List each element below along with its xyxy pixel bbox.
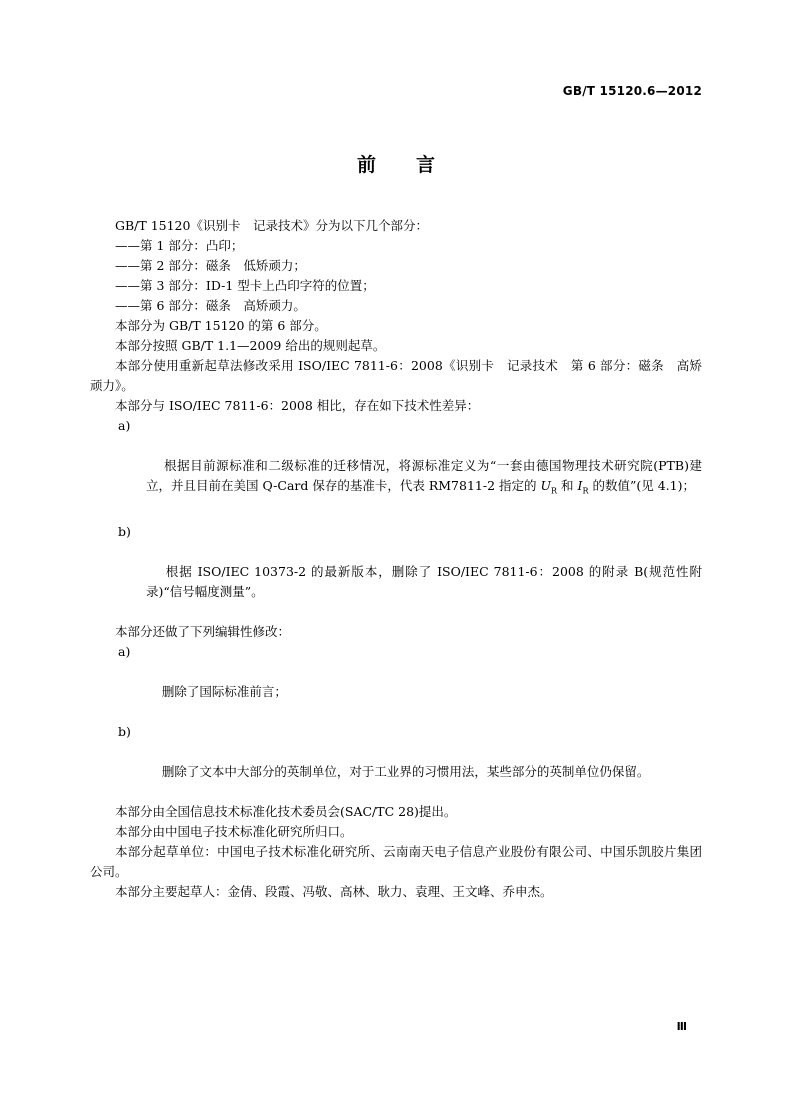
part-list-item-6: ——第 6 部分：磁条 高矫顽力。 [115, 298, 306, 313]
ur-subscript: R [551, 486, 558, 496]
item-text-and: 和 [557, 478, 578, 493]
part-statement: 本部分为 GB/T 15120 的第 6 部分。 [115, 318, 327, 333]
standard-number-header: GB/T 15120.6—2012 [562, 84, 702, 98]
part-list-item-1: ——第 1 部分：凸印； [115, 238, 244, 253]
document-body [90, 216, 702, 902]
item-text: 删除了国际标准前言； [161, 683, 287, 699]
item-label: b) [118, 523, 131, 539]
main-drafters: 本部分主要起草人：金倩、段霞、冯敬、高林、耿力、袁理、王文峰、乔申杰。 [115, 883, 553, 899]
proposer-statement: 本部分由全国信息技术标准化技术委员会(SAC/TC 28)提出。 [115, 803, 457, 819]
editorial-changes-intro: 本部分还做了下列编辑性修改： [115, 623, 291, 639]
item-text: 根据 ISO/IEC 10373-2 的最新版本，删除了 ISO/IEC 7811-6：2008 的附录 B(规范性附录)“信号幅度测量”。 [146, 563, 702, 599]
part-list-item-2: ——第 2 部分：磁条 低矫顽力； [115, 258, 306, 273]
technical-differences-intro: 本部分与 ISO/IEC 7811-6：2008 相比，存在如下技术性差异： [115, 398, 480, 413]
technical-difference-a [90, 416, 702, 522]
editorial-change-a [90, 642, 702, 722]
item-label: a) [118, 418, 131, 433]
technical-difference-b [90, 522, 702, 622]
adoption-statement: 本部分使用重新起草法修改采用 ISO/IEC 7811-6：2008《识别卡 记录技术 第 6 部分：磁条 高矫顽力》。 [90, 358, 702, 393]
drafting-rules-statement: 本部分按照 GB/T 1.1—2009 给出的规则起草。 [115, 338, 386, 353]
administrator-statement: 本部分由中国电子技术标准化研究所归口。 [115, 823, 353, 839]
ir-symbol: I [577, 478, 583, 493]
page-number: Ⅲ [676, 1020, 687, 1033]
ir-subscript: R [582, 486, 589, 496]
item-text-part-1: 根据目前源标准和二级标准的迁移情况，将源标准定义为“一套由德国物理技术研究院(PTB)建立，并且目前在美国 Q-Card 保存的基准卡，代表 RM7811-2 指定的 [146, 458, 702, 493]
item-text: 删除了文本中大部分的英制单位，对于工业界的习惯用法，某些部分的英制单位仍保留。 [161, 763, 650, 779]
ur-symbol: U [540, 478, 552, 493]
item-text-part-2: 的数值”(见 4.1)； [588, 478, 695, 493]
item-label: a) [118, 643, 131, 659]
editorial-change-b [90, 722, 702, 802]
page-title: 前言 [356, 154, 475, 176]
intro-paragraph: GB/T 15120《识别卡 记录技术》分为以下几个部分： [115, 218, 428, 233]
part-list-item-3: ——第 3 部分：ID-1 型卡上凸印字符的位置； [115, 278, 375, 293]
item-label: b) [118, 723, 131, 739]
drafting-organizations: 本部分起草单位：中国电子技术标准化研究所、云南南天电子信息产业股份有限公司、中国乐凯胶片集团公司。 [90, 843, 702, 879]
